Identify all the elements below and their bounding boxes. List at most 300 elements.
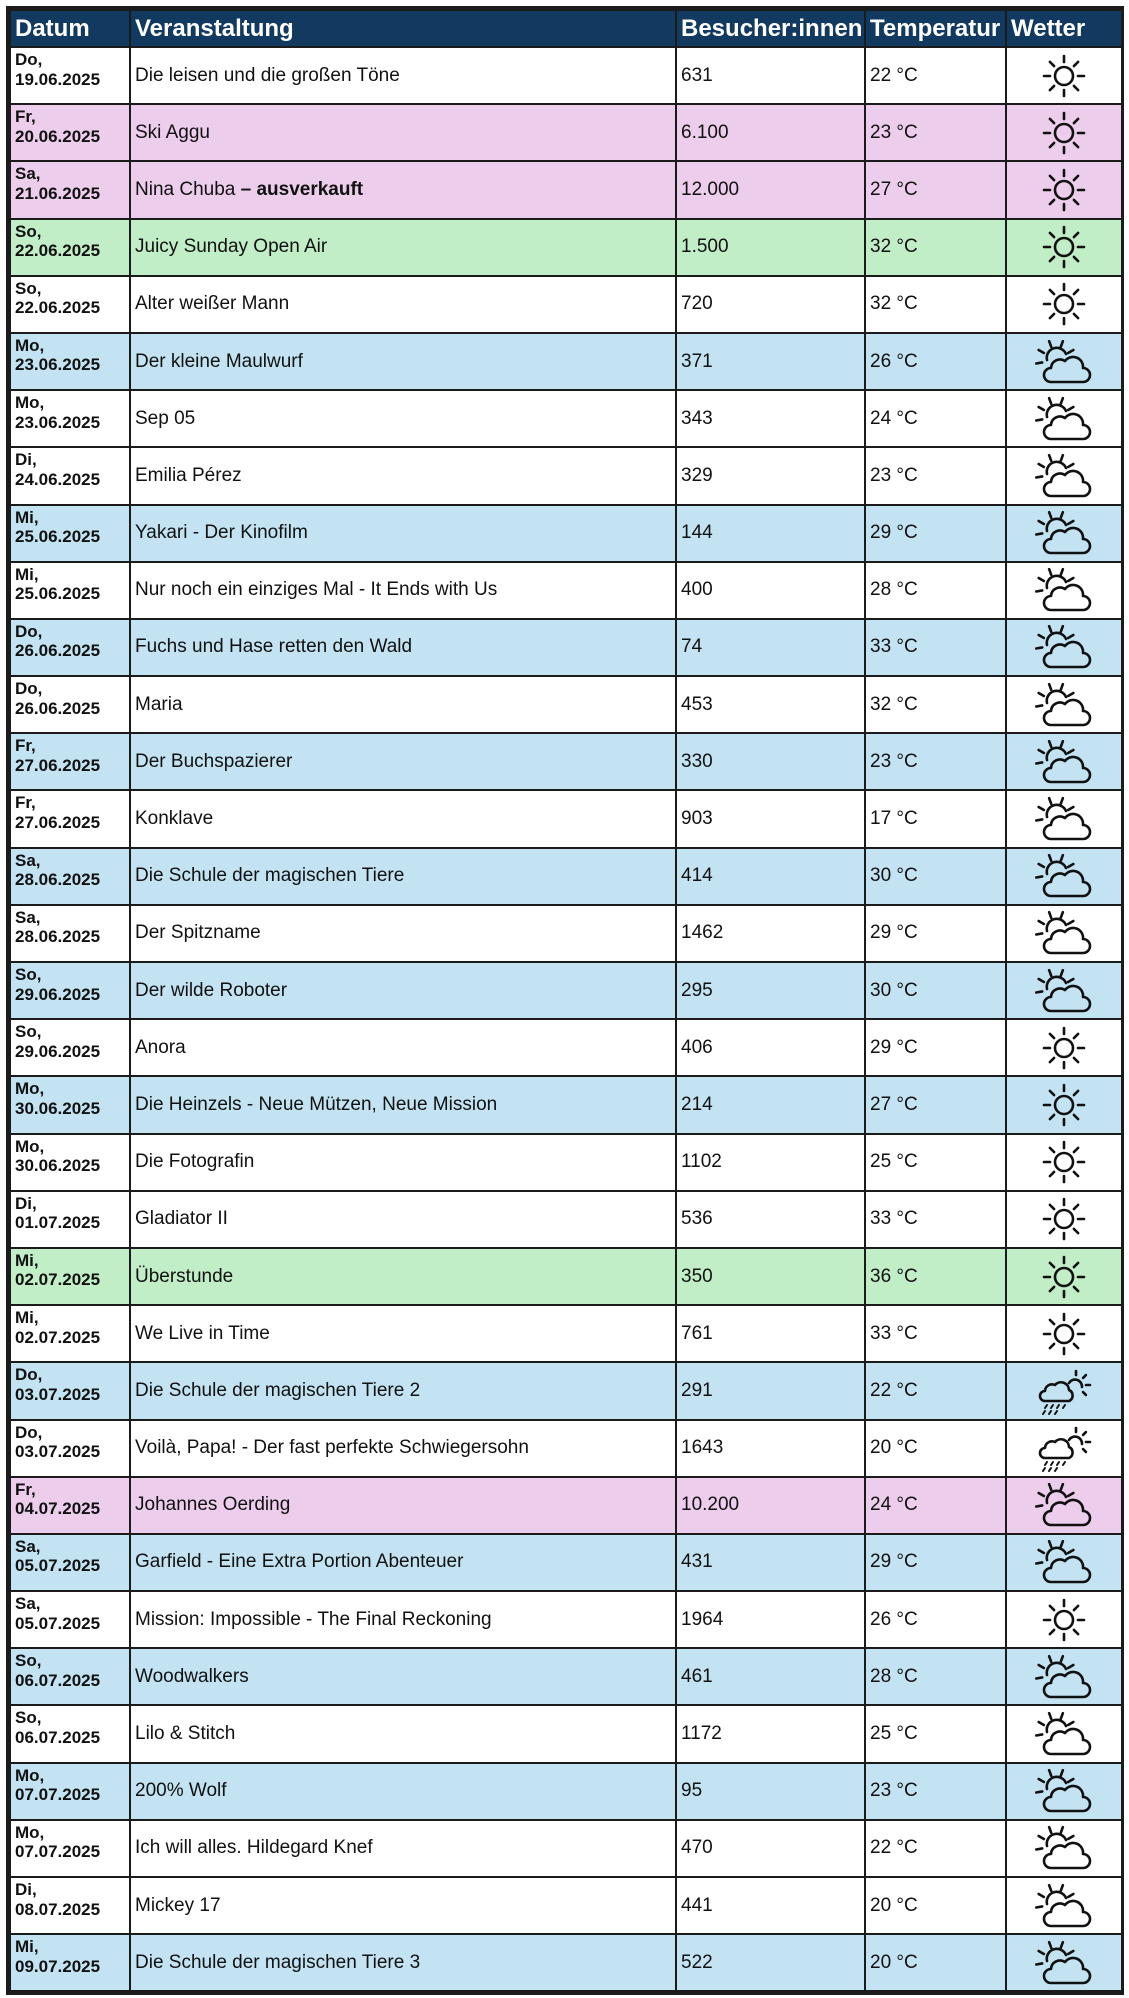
date: 23.06.2025 bbox=[15, 355, 101, 375]
table-row bbox=[10, 276, 1122, 333]
sun-icon bbox=[1007, 164, 1121, 216]
date-cell bbox=[10, 161, 130, 218]
rain-sun-icon bbox=[1007, 1365, 1121, 1417]
visitors-cell: 400 bbox=[676, 562, 865, 619]
table-row bbox=[10, 47, 1122, 104]
temperature-cell: 32 °C bbox=[865, 676, 1006, 733]
date: 08.07.2025 bbox=[15, 1899, 101, 1919]
temperature-cell: 23 °C bbox=[865, 1763, 1006, 1820]
date-cell bbox=[10, 1134, 130, 1191]
temperature-cell: 29 °C bbox=[865, 905, 1006, 962]
date: 02.07.2025 bbox=[15, 1327, 101, 1347]
visitors-cell: 1.500 bbox=[676, 219, 865, 276]
date-cell bbox=[10, 1877, 130, 1934]
visitors-cell: 453 bbox=[676, 676, 865, 733]
date-cell bbox=[10, 219, 130, 276]
partly-cloudy-icon bbox=[1007, 393, 1121, 445]
partly-cloudy-icon bbox=[1007, 564, 1121, 616]
date-cell bbox=[10, 1763, 130, 1820]
weekday: So, bbox=[15, 1708, 42, 1728]
partly-cloudy-icon bbox=[1007, 1651, 1121, 1703]
date: 22.06.2025 bbox=[15, 298, 101, 318]
visitors-cell: 414 bbox=[676, 848, 865, 905]
table-row bbox=[10, 219, 1122, 276]
sun-icon bbox=[1007, 1193, 1121, 1245]
event-cell bbox=[130, 676, 676, 733]
event-name: Maria bbox=[135, 693, 183, 715]
table-row bbox=[10, 390, 1122, 447]
event-name: Mickey 17 bbox=[135, 1894, 221, 1916]
weekday: Mo, bbox=[15, 1822, 45, 1842]
weather-cell bbox=[1006, 1134, 1122, 1191]
temperature-cell: 25 °C bbox=[865, 1134, 1006, 1191]
date: 20.06.2025 bbox=[15, 126, 101, 146]
date-cell bbox=[10, 562, 130, 619]
temperature-cell: 29 °C bbox=[865, 1534, 1006, 1591]
temperature-cell: 27 °C bbox=[865, 161, 1006, 218]
event-name: Woodwalkers bbox=[135, 1665, 249, 1687]
date: 04.07.2025 bbox=[15, 1499, 101, 1519]
weekday: Mi, bbox=[15, 1937, 39, 1957]
weekday: Mi, bbox=[15, 1250, 39, 1270]
visitors-cell: 441 bbox=[676, 1877, 865, 1934]
visitors-cell: 431 bbox=[676, 1534, 865, 1591]
event-cell bbox=[130, 733, 676, 790]
temperature-cell: 23 °C bbox=[865, 733, 1006, 790]
weekday: Mi, bbox=[15, 564, 39, 584]
temperature-cell: 27 °C bbox=[865, 1076, 1006, 1133]
event-name: Die Heinzels - Neue Mützen, Neue Mission bbox=[135, 1093, 498, 1115]
visitors-cell: 330 bbox=[676, 733, 865, 790]
date: 01.07.2025 bbox=[15, 1213, 101, 1233]
partly-cloudy-icon bbox=[1007, 850, 1121, 902]
date: 03.07.2025 bbox=[15, 1384, 101, 1404]
date-cell bbox=[10, 619, 130, 676]
event-cell bbox=[130, 1591, 676, 1648]
partly-cloudy-icon bbox=[1007, 907, 1121, 959]
weather-cell bbox=[1006, 333, 1122, 390]
temperature-cell: 22 °C bbox=[865, 1362, 1006, 1419]
date: 29.06.2025 bbox=[15, 1041, 101, 1061]
header-temperatur: Temperatur bbox=[865, 10, 1006, 47]
date-cell bbox=[10, 676, 130, 733]
table-row bbox=[10, 1648, 1122, 1705]
weekday: Fr, bbox=[15, 736, 36, 756]
table-row bbox=[10, 790, 1122, 847]
event-cell bbox=[130, 333, 676, 390]
weekday: Sa, bbox=[15, 850, 41, 870]
sun-icon bbox=[1007, 107, 1121, 159]
table-row bbox=[10, 1134, 1122, 1191]
event-name: Die Schule der magischen Tiere 2 bbox=[135, 1379, 421, 1401]
date: 25.06.2025 bbox=[15, 527, 101, 547]
partly-cloudy-icon bbox=[1007, 736, 1121, 788]
event-name: Ich will alles. Hildegard Knef bbox=[135, 1837, 373, 1859]
date: 21.06.2025 bbox=[15, 183, 101, 203]
table-row bbox=[10, 1191, 1122, 1248]
temperature-cell: 23 °C bbox=[865, 104, 1006, 161]
date: 07.07.2025 bbox=[15, 1842, 101, 1862]
event-name: Der wilde Roboter bbox=[135, 979, 288, 1001]
visitors-cell: 536 bbox=[676, 1191, 865, 1248]
sun-icon bbox=[1007, 1079, 1121, 1131]
weather-cell bbox=[1006, 1477, 1122, 1534]
event-cell bbox=[130, 505, 676, 562]
sun-icon bbox=[1007, 1022, 1121, 1074]
weekday: Do, bbox=[15, 621, 43, 641]
weather-cell bbox=[1006, 1820, 1122, 1877]
visitors-cell: 95 bbox=[676, 1763, 865, 1820]
weather-cell bbox=[1006, 1076, 1122, 1133]
weekday: Mo, bbox=[15, 1079, 45, 1099]
partly-cloudy-icon bbox=[1007, 793, 1121, 845]
partly-cloudy-icon bbox=[1007, 1880, 1121, 1932]
event-cell bbox=[130, 1420, 676, 1477]
event-name: Der kleine Maulwurf bbox=[135, 350, 303, 372]
event-name: Fuchs und Hase retten den Wald bbox=[135, 636, 413, 658]
event-cell bbox=[130, 104, 676, 161]
temperature-cell: 25 °C bbox=[865, 1705, 1006, 1762]
weather-cell bbox=[1006, 1877, 1122, 1934]
table-header bbox=[10, 10, 1122, 47]
date-cell bbox=[10, 962, 130, 1019]
sun-icon bbox=[1007, 221, 1121, 273]
weather-cell bbox=[1006, 104, 1122, 161]
weather-cell bbox=[1006, 619, 1122, 676]
table-row bbox=[10, 1877, 1122, 1934]
sun-icon bbox=[1007, 1136, 1121, 1188]
partly-cloudy-icon bbox=[1007, 965, 1121, 1017]
table-row bbox=[10, 1076, 1122, 1133]
temperature-cell: 20 °C bbox=[865, 1420, 1006, 1477]
table-row bbox=[10, 447, 1122, 504]
visitors-cell: 350 bbox=[676, 1248, 865, 1305]
event-name: Die Schule der magischen Tiere bbox=[135, 865, 405, 887]
visitors-cell: 12.000 bbox=[676, 161, 865, 218]
weather-cell bbox=[1006, 848, 1122, 905]
weather-cell bbox=[1006, 47, 1122, 104]
event-cell bbox=[130, 1191, 676, 1248]
visitors-cell: 144 bbox=[676, 505, 865, 562]
weather-cell bbox=[1006, 447, 1122, 504]
event-cell bbox=[130, 962, 676, 1019]
visitors-cell: 329 bbox=[676, 447, 865, 504]
weekday: Di, bbox=[15, 1880, 37, 1899]
weekday: So, bbox=[15, 278, 42, 298]
weather-cell bbox=[1006, 276, 1122, 333]
date-cell bbox=[10, 733, 130, 790]
weather-cell bbox=[1006, 1305, 1122, 1362]
table-row bbox=[10, 1420, 1122, 1477]
visitors-cell: 295 bbox=[676, 962, 865, 1019]
event-cell bbox=[130, 161, 676, 218]
temperature-cell: 29 °C bbox=[865, 1019, 1006, 1076]
event-cell bbox=[130, 1076, 676, 1133]
date-cell bbox=[10, 1934, 130, 1991]
table-row bbox=[10, 1763, 1122, 1820]
temperature-cell: 32 °C bbox=[865, 219, 1006, 276]
visitors-cell: 1172 bbox=[676, 1705, 865, 1762]
temperature-cell: 20 °C bbox=[865, 1877, 1006, 1934]
visitors-cell: 343 bbox=[676, 390, 865, 447]
date-cell bbox=[10, 1705, 130, 1762]
weekday: Mo, bbox=[15, 335, 45, 355]
date: 09.07.2025 bbox=[15, 1956, 101, 1976]
event-cell bbox=[130, 1019, 676, 1076]
event-name: Überstunde bbox=[135, 1265, 234, 1287]
visitors-cell: 6.100 bbox=[676, 104, 865, 161]
table-row bbox=[10, 333, 1122, 390]
temperature-cell: 20 °C bbox=[865, 1934, 1006, 1991]
partly-cloudy-icon bbox=[1007, 1937, 1121, 1989]
date: 06.07.2025 bbox=[15, 1727, 101, 1747]
date-cell bbox=[10, 1305, 130, 1362]
weekday: Mo, bbox=[15, 1136, 45, 1156]
temperature-cell: 26 °C bbox=[865, 1591, 1006, 1648]
partly-cloudy-icon bbox=[1007, 1765, 1121, 1817]
table-row bbox=[10, 733, 1122, 790]
visitors-cell: 631 bbox=[676, 47, 865, 104]
temperature-cell: 33 °C bbox=[865, 1191, 1006, 1248]
temperature-cell: 29 °C bbox=[865, 505, 1006, 562]
temperature-cell: 28 °C bbox=[865, 562, 1006, 619]
date-cell bbox=[10, 790, 130, 847]
visitors-cell: 1102 bbox=[676, 1134, 865, 1191]
table-row bbox=[10, 848, 1122, 905]
weekday: Mi, bbox=[15, 1308, 39, 1328]
weather-cell bbox=[1006, 219, 1122, 276]
sun-icon bbox=[1007, 1251, 1121, 1303]
event-cell bbox=[130, 219, 676, 276]
event-name: Juicy Sunday Open Air bbox=[135, 236, 328, 258]
event-name: Nina Chuba bbox=[135, 178, 236, 200]
date-cell bbox=[10, 333, 130, 390]
partly-cloudy-icon bbox=[1007, 1479, 1121, 1531]
temperature-cell: 17 °C bbox=[865, 790, 1006, 847]
event-name: Yakari - Der Kinofilm bbox=[135, 522, 308, 544]
date-cell bbox=[10, 848, 130, 905]
event-cell bbox=[130, 1934, 676, 1991]
table-row bbox=[10, 1305, 1122, 1362]
sun-icon bbox=[1007, 50, 1121, 102]
date-cell bbox=[10, 1191, 130, 1248]
visitors-cell: 461 bbox=[676, 1648, 865, 1705]
date-cell bbox=[10, 1420, 130, 1477]
visitors-cell: 720 bbox=[676, 276, 865, 333]
event-cell bbox=[130, 619, 676, 676]
date: 27.06.2025 bbox=[15, 755, 101, 775]
event-cell bbox=[130, 1477, 676, 1534]
weekday: So, bbox=[15, 221, 42, 241]
date-cell bbox=[10, 905, 130, 962]
weekday: Sa, bbox=[15, 907, 41, 927]
event-note: – ausverkauft bbox=[235, 178, 364, 200]
weekday: So, bbox=[15, 1022, 42, 1042]
event-cell bbox=[130, 562, 676, 619]
date-cell bbox=[10, 1248, 130, 1305]
event-name: Lilo & Stitch bbox=[135, 1723, 236, 1745]
event-cell bbox=[130, 1877, 676, 1934]
date: 26.06.2025 bbox=[15, 698, 101, 718]
table-row bbox=[10, 962, 1122, 1019]
table-row bbox=[10, 161, 1122, 218]
event-name: Alter weißer Mann bbox=[135, 293, 290, 315]
visitors-cell: 10.200 bbox=[676, 1477, 865, 1534]
table-row bbox=[10, 1248, 1122, 1305]
table-row bbox=[10, 676, 1122, 733]
weather-cell bbox=[1006, 1191, 1122, 1248]
event-name: Voilà, Papa! - Der fast perfekte Schwiegersohn bbox=[135, 1437, 529, 1459]
temperature-cell: 26 °C bbox=[865, 333, 1006, 390]
date: 07.07.2025 bbox=[15, 1785, 101, 1805]
weather-cell bbox=[1006, 676, 1122, 733]
visitors-cell: 291 bbox=[676, 1362, 865, 1419]
partly-cloudy-icon bbox=[1007, 1822, 1121, 1874]
visitors-cell: 470 bbox=[676, 1820, 865, 1877]
weather-cell bbox=[1006, 1534, 1122, 1591]
event-name: Gladiator II bbox=[135, 1208, 228, 1230]
date: 28.06.2025 bbox=[15, 927, 101, 947]
temperature-cell: 23 °C bbox=[865, 447, 1006, 504]
table-row bbox=[10, 1534, 1122, 1591]
event-cell bbox=[130, 47, 676, 104]
weekday: Fr, bbox=[15, 107, 36, 127]
weekday: Do, bbox=[15, 1422, 43, 1442]
event-name: Der Buchspazierer bbox=[135, 750, 293, 772]
date: 05.07.2025 bbox=[15, 1556, 101, 1576]
temperature-cell: 24 °C bbox=[865, 390, 1006, 447]
date-cell bbox=[10, 1534, 130, 1591]
date-cell bbox=[10, 505, 130, 562]
date: 05.07.2025 bbox=[15, 1613, 101, 1633]
weather-cell bbox=[1006, 390, 1122, 447]
weekday: Do, bbox=[15, 679, 43, 699]
weather-cell bbox=[1006, 790, 1122, 847]
event-cell bbox=[130, 790, 676, 847]
event-cell bbox=[130, 1705, 676, 1762]
visitors-cell: 903 bbox=[676, 790, 865, 847]
event-cell bbox=[130, 848, 676, 905]
partly-cloudy-icon bbox=[1007, 1536, 1121, 1588]
weekday: So, bbox=[15, 1651, 42, 1671]
visitors-cell: 1462 bbox=[676, 905, 865, 962]
date: 27.06.2025 bbox=[15, 812, 101, 832]
date-cell bbox=[10, 1477, 130, 1534]
event-cell bbox=[130, 1534, 676, 1591]
weather-cell bbox=[1006, 161, 1122, 218]
date: 24.06.2025 bbox=[15, 469, 101, 489]
date-cell bbox=[10, 390, 130, 447]
date-cell bbox=[10, 1648, 130, 1705]
weekday: Di, bbox=[15, 450, 37, 470]
event-cell bbox=[130, 1763, 676, 1820]
visitors-cell: 74 bbox=[676, 619, 865, 676]
event-name: Mission: Impossible - The Final Reckoning bbox=[135, 1608, 492, 1630]
event-table bbox=[6, 6, 1124, 1995]
table-row bbox=[10, 1019, 1122, 1076]
weather-cell bbox=[1006, 905, 1122, 962]
visitors-cell: 371 bbox=[676, 333, 865, 390]
weekday: Sa, bbox=[15, 1536, 41, 1556]
sun-icon bbox=[1007, 278, 1121, 330]
weekday: Do, bbox=[15, 1365, 43, 1385]
table-row bbox=[10, 1934, 1122, 1991]
date-cell bbox=[10, 1820, 130, 1877]
event-cell bbox=[130, 1648, 676, 1705]
event-name: Nur noch ein einziges Mal - It Ends with Us bbox=[135, 579, 498, 601]
weekday: Fr, bbox=[15, 1479, 36, 1499]
temperature-cell: 24 °C bbox=[865, 1477, 1006, 1534]
weather-cell bbox=[1006, 1763, 1122, 1820]
partly-cloudy-icon bbox=[1007, 450, 1121, 502]
date: 03.07.2025 bbox=[15, 1442, 101, 1462]
date: 28.06.2025 bbox=[15, 870, 101, 890]
table-row bbox=[10, 104, 1122, 161]
event-cell bbox=[130, 276, 676, 333]
partly-cloudy-icon bbox=[1007, 1708, 1121, 1760]
visitors-cell: 406 bbox=[676, 1019, 865, 1076]
date: 06.07.2025 bbox=[15, 1670, 101, 1690]
weather-cell bbox=[1006, 1248, 1122, 1305]
event-name: Emilia Pérez bbox=[135, 464, 242, 486]
event-cell bbox=[130, 1134, 676, 1191]
date-cell bbox=[10, 447, 130, 504]
event-cell bbox=[130, 447, 676, 504]
date-cell bbox=[10, 1019, 130, 1076]
date: 30.06.2025 bbox=[15, 1156, 101, 1176]
date: 30.06.2025 bbox=[15, 1098, 101, 1118]
weather-cell bbox=[1006, 1705, 1122, 1762]
weekday: Di, bbox=[15, 1193, 37, 1213]
table-row bbox=[10, 1820, 1122, 1877]
weather-cell bbox=[1006, 1019, 1122, 1076]
weekday: Sa, bbox=[15, 1594, 41, 1614]
weather-cell bbox=[1006, 733, 1122, 790]
weekday: Mo, bbox=[15, 393, 45, 413]
temperature-cell: 22 °C bbox=[865, 47, 1006, 104]
date: 26.06.2025 bbox=[15, 641, 101, 661]
table-row bbox=[10, 619, 1122, 676]
header-wetter: Wetter bbox=[1006, 10, 1122, 47]
temperature-cell: 33 °C bbox=[865, 1305, 1006, 1362]
header-datum: Datum bbox=[10, 10, 130, 47]
temperature-cell: 36 °C bbox=[865, 1248, 1006, 1305]
weather-cell bbox=[1006, 1591, 1122, 1648]
event-name: Garfield - Eine Extra Portion Abenteuer bbox=[135, 1551, 464, 1573]
weather-cell bbox=[1006, 1420, 1122, 1477]
event-cell bbox=[130, 1248, 676, 1305]
date: 19.06.2025 bbox=[15, 69, 101, 89]
weather-cell bbox=[1006, 505, 1122, 562]
partly-cloudy-icon bbox=[1007, 621, 1121, 673]
date: 22.06.2025 bbox=[15, 241, 101, 261]
weekday: Do, bbox=[15, 50, 43, 69]
event-cell bbox=[130, 390, 676, 447]
sun-icon bbox=[1007, 1594, 1121, 1646]
temperature-cell: 30 °C bbox=[865, 848, 1006, 905]
weather-cell bbox=[1006, 1934, 1122, 1991]
weekday: So, bbox=[15, 965, 42, 984]
event-name: 200% Wolf bbox=[135, 1780, 227, 1802]
event-name: Anora bbox=[135, 1036, 186, 1058]
date-cell bbox=[10, 276, 130, 333]
temperature-cell: 33 °C bbox=[865, 619, 1006, 676]
visitors-cell: 214 bbox=[676, 1076, 865, 1133]
partly-cloudy-icon bbox=[1007, 336, 1121, 388]
weather-cell bbox=[1006, 1362, 1122, 1419]
date: 23.06.2025 bbox=[15, 412, 101, 432]
sun-icon bbox=[1007, 1308, 1121, 1360]
